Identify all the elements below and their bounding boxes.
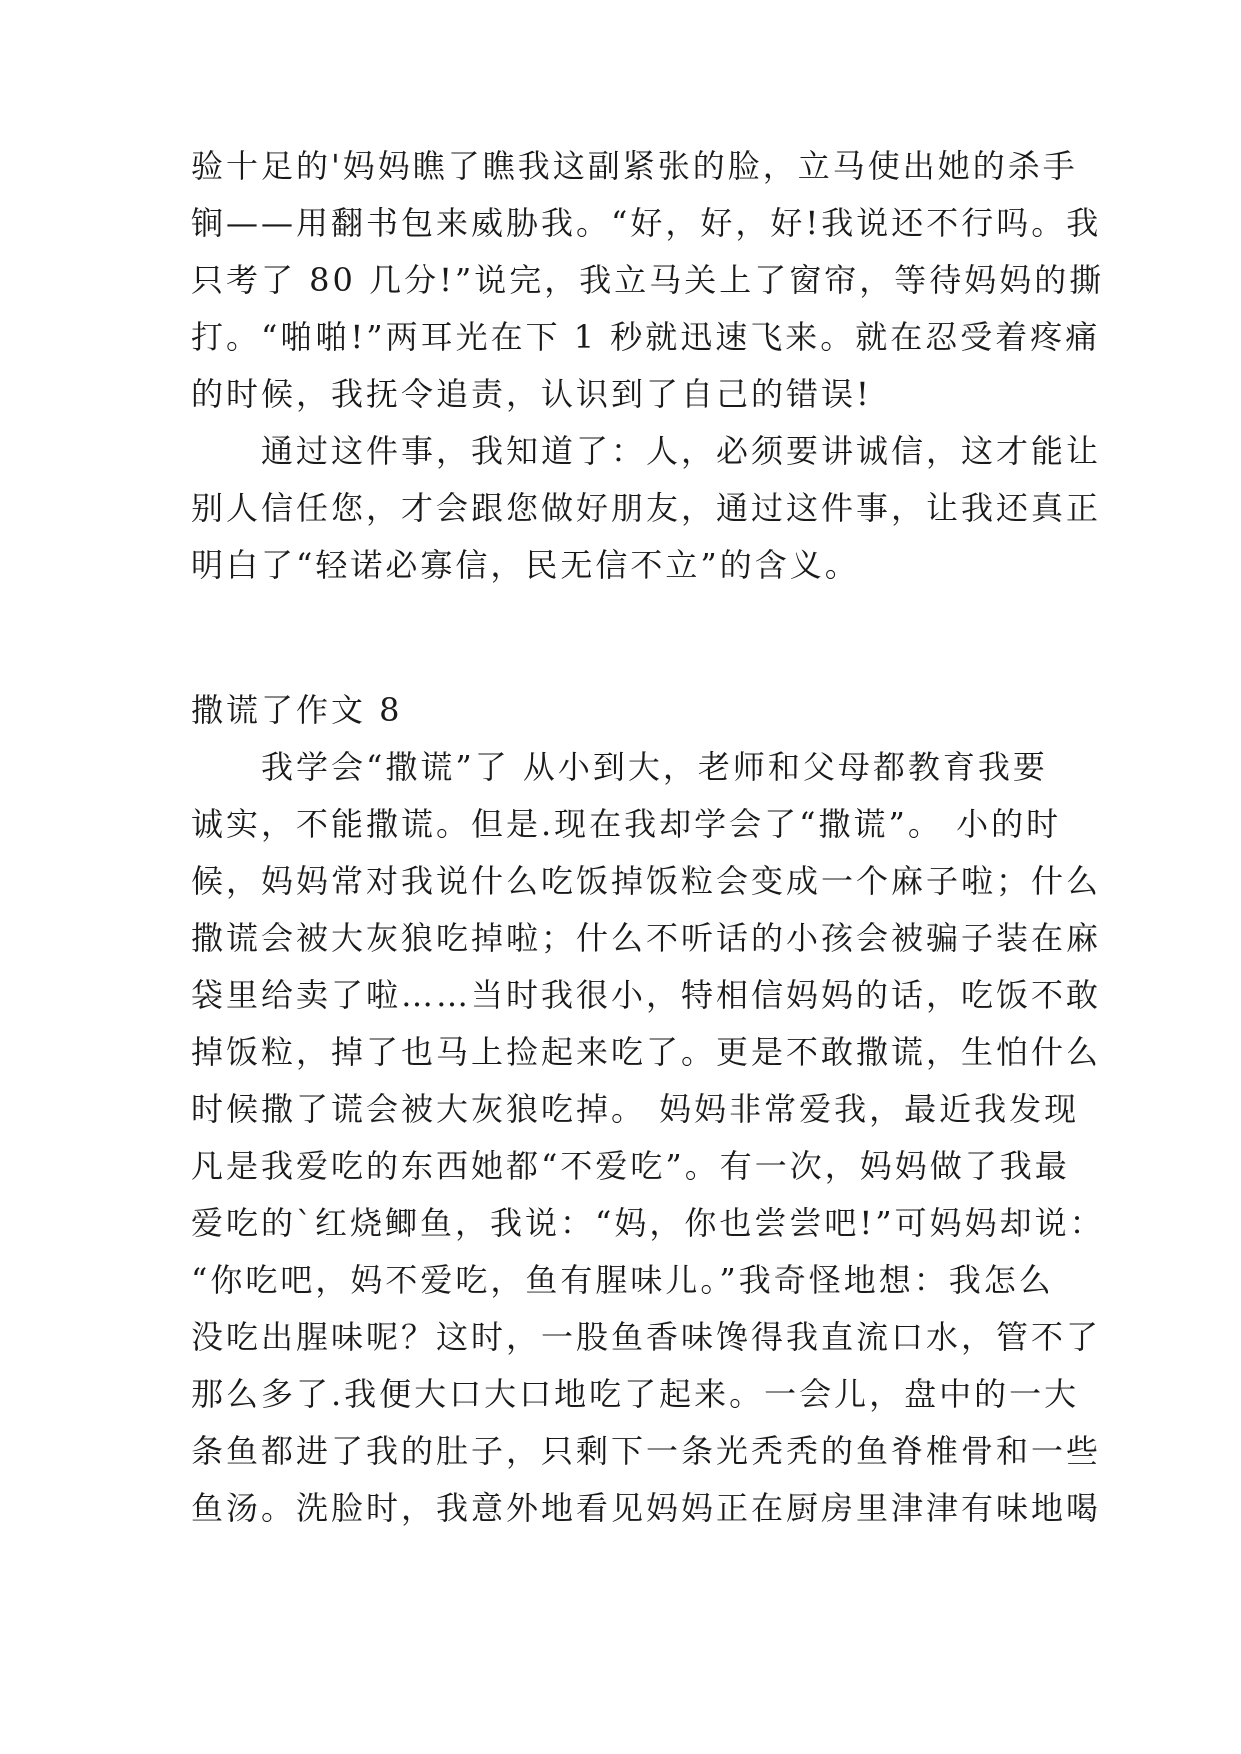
essay-title: 撒谎了作文 8 <box>191 691 403 729</box>
text-line: 明白了“轻诺必寡信，民无信不立”的含义。 <box>191 546 860 584</box>
text-line: 没吃出腥味呢？这时，一股鱼香味馋得我直流口水，管不了 <box>191 1318 1102 1356</box>
text-line: 凡是我爱吃的东西她都“不爱吃”。有一次，妈妈做了我最 <box>191 1147 1070 1185</box>
text-line: 通过这件事，我知道了：人，必须要讲诚信，这才能让 <box>191 432 1102 470</box>
text-line: 只考了 80 几分!”说完，我立马关上了窗帘，等待妈妈的撕 <box>191 261 1105 299</box>
text-line: 掉饭粒，掉了也马上捡起来吃了。更是不敢撒谎，生怕什么 <box>191 1033 1102 1071</box>
text-line: 锏——用翻书包来威胁我。“好，好，好!我说还不行吗。我 <box>191 204 1102 242</box>
text-line: 的时候，我抚令追责，认识到了自己的错误! <box>191 375 872 413</box>
text-line: “你吃吧，妈不爱吃，鱼有腥味儿。”我奇怪地想：我怎么 <box>191 1261 1054 1299</box>
text-line: 我学会“撒谎”了 从小到大，老师和父母都教育我要 <box>191 748 1048 786</box>
text-line: 条鱼都进了我的肚子，只剩下一条光秃秃的鱼脊椎骨和一些 <box>191 1432 1102 1470</box>
text-line: 鱼汤。洗脸时，我意外地看见妈妈正在厨房里津津有味地喝 <box>191 1489 1102 1527</box>
essay-section-previous <box>191 138 1105 594</box>
text-line: 袋里给卖了啦……当时我很小，特相信妈妈的话，吃饭不敢 <box>191 976 1102 1014</box>
text-line: 别人信任您，才会跟您做好朋友，通过这件事，让我还真正 <box>191 489 1102 527</box>
text-line: 时候撒了谎会被大灰狼吃掉。 妈妈非常爱我，最近我发现 <box>191 1090 1080 1128</box>
text-line: 验十足的'妈妈瞧了瞧我这副紧张的脸，立马使出她的杀手 <box>191 147 1078 185</box>
text-line: 打。“啪啪!”两耳光在下 1 秒就迅速飞来。就在忍受着疼痛 <box>191 318 1101 356</box>
text-line: 那么多了.我便大口大口地吃了起来。一会儿，盘中的一大 <box>191 1375 1080 1413</box>
text-line: 爱吃的`红烧鲫鱼，我说：“妈，你也尝尝吧!”可妈妈却说： <box>191 1204 1105 1242</box>
text-line: 候，妈妈常对我说什么吃饭掉饭粒会变成一个麻子啦；什么 <box>191 862 1102 900</box>
essay-section-8 <box>191 682 1105 1537</box>
text-line: 撒谎会被大灰狼吃掉啦；什么不听话的小孩会被骗子装在麻 <box>191 919 1102 957</box>
text-line: 诚实，不能撒谎。但是.现在我却学会了“撒谎”。 小的时 <box>191 805 1062 843</box>
